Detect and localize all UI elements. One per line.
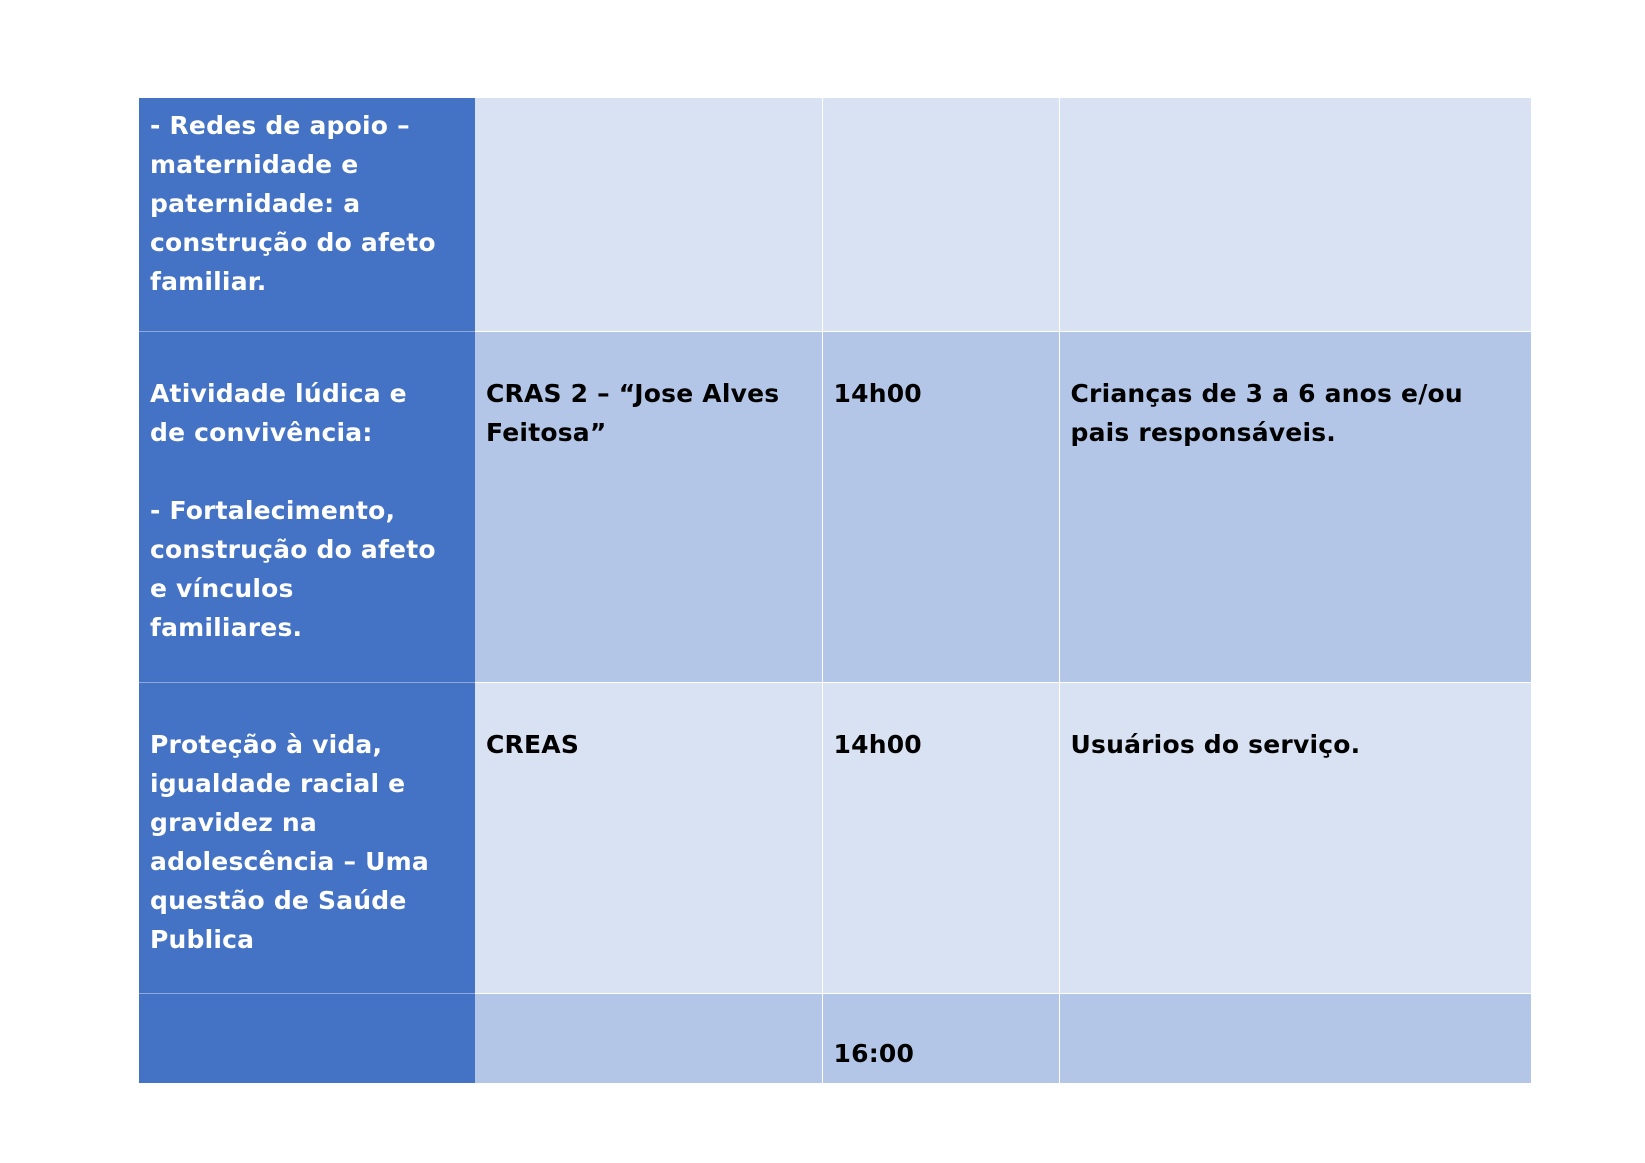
local-text: CREAS bbox=[486, 729, 580, 759]
audience-text-line: pais responsáveis. bbox=[1070, 417, 1337, 447]
audience-cell bbox=[1059, 993, 1531, 1083]
activity-cell bbox=[139, 682, 475, 993]
time-text: 14h00 bbox=[833, 378, 922, 408]
activity-text-line: de convivência: bbox=[150, 417, 373, 447]
table-row bbox=[139, 993, 1531, 1083]
audience-text: Usuários do serviço. bbox=[1070, 729, 1361, 759]
time-text: 14h00 bbox=[833, 729, 922, 759]
time-text: 16:00 bbox=[833, 1038, 915, 1068]
activity-text-line: - Redes de apoio – bbox=[150, 111, 410, 140]
activity-cell bbox=[139, 98, 475, 331]
local-cell bbox=[475, 331, 822, 682]
activity-text-line: Atividade lúdica e bbox=[150, 378, 407, 408]
activity-text-line: questão de Saúde bbox=[150, 885, 407, 915]
schedule-table bbox=[139, 98, 1531, 1083]
activity-text-line: paternidade: a bbox=[150, 189, 361, 218]
activity-text-line: gravidez na bbox=[150, 807, 317, 837]
activity-text-line: Proteção à vida, bbox=[150, 729, 383, 759]
time-cell bbox=[822, 682, 1059, 993]
table-row bbox=[139, 331, 1531, 682]
local-cell bbox=[475, 682, 822, 993]
activity-text-line: adolescência – Uma bbox=[150, 846, 429, 876]
activity-cell bbox=[139, 331, 475, 682]
local-text-line: CRAS 2 – “Jose Alves bbox=[486, 378, 780, 408]
local-text-line: Feitosa” bbox=[486, 417, 607, 447]
time-cell bbox=[822, 993, 1059, 1083]
activity-text-line: familiares. bbox=[150, 612, 303, 642]
activity-cell bbox=[139, 993, 475, 1083]
audience-cell bbox=[1059, 331, 1531, 682]
activity-text-line: Publica bbox=[150, 924, 255, 954]
activity-text-line: - Fortalecimento, bbox=[150, 495, 396, 525]
local-cell bbox=[475, 98, 822, 331]
activity-text-line: igualdade racial e bbox=[150, 768, 406, 798]
table-row bbox=[139, 98, 1531, 331]
audience-text-line: Crianças de 3 a 6 anos e/ou bbox=[1070, 378, 1463, 408]
activity-text-line: maternidade e bbox=[150, 150, 359, 179]
activity-blank-line bbox=[150, 452, 464, 491]
activity-text-line: construção do afeto bbox=[150, 534, 436, 564]
time-cell bbox=[822, 331, 1059, 682]
table-row bbox=[139, 682, 1531, 993]
audience-cell bbox=[1059, 682, 1531, 993]
audience-cell bbox=[1059, 98, 1531, 331]
activity-text-line: familiar. bbox=[150, 267, 267, 296]
activity-text-line: e vínculos bbox=[150, 573, 294, 603]
time-cell bbox=[822, 98, 1059, 331]
activity-text-line: construção do afeto bbox=[150, 228, 436, 257]
local-cell bbox=[475, 993, 822, 1083]
